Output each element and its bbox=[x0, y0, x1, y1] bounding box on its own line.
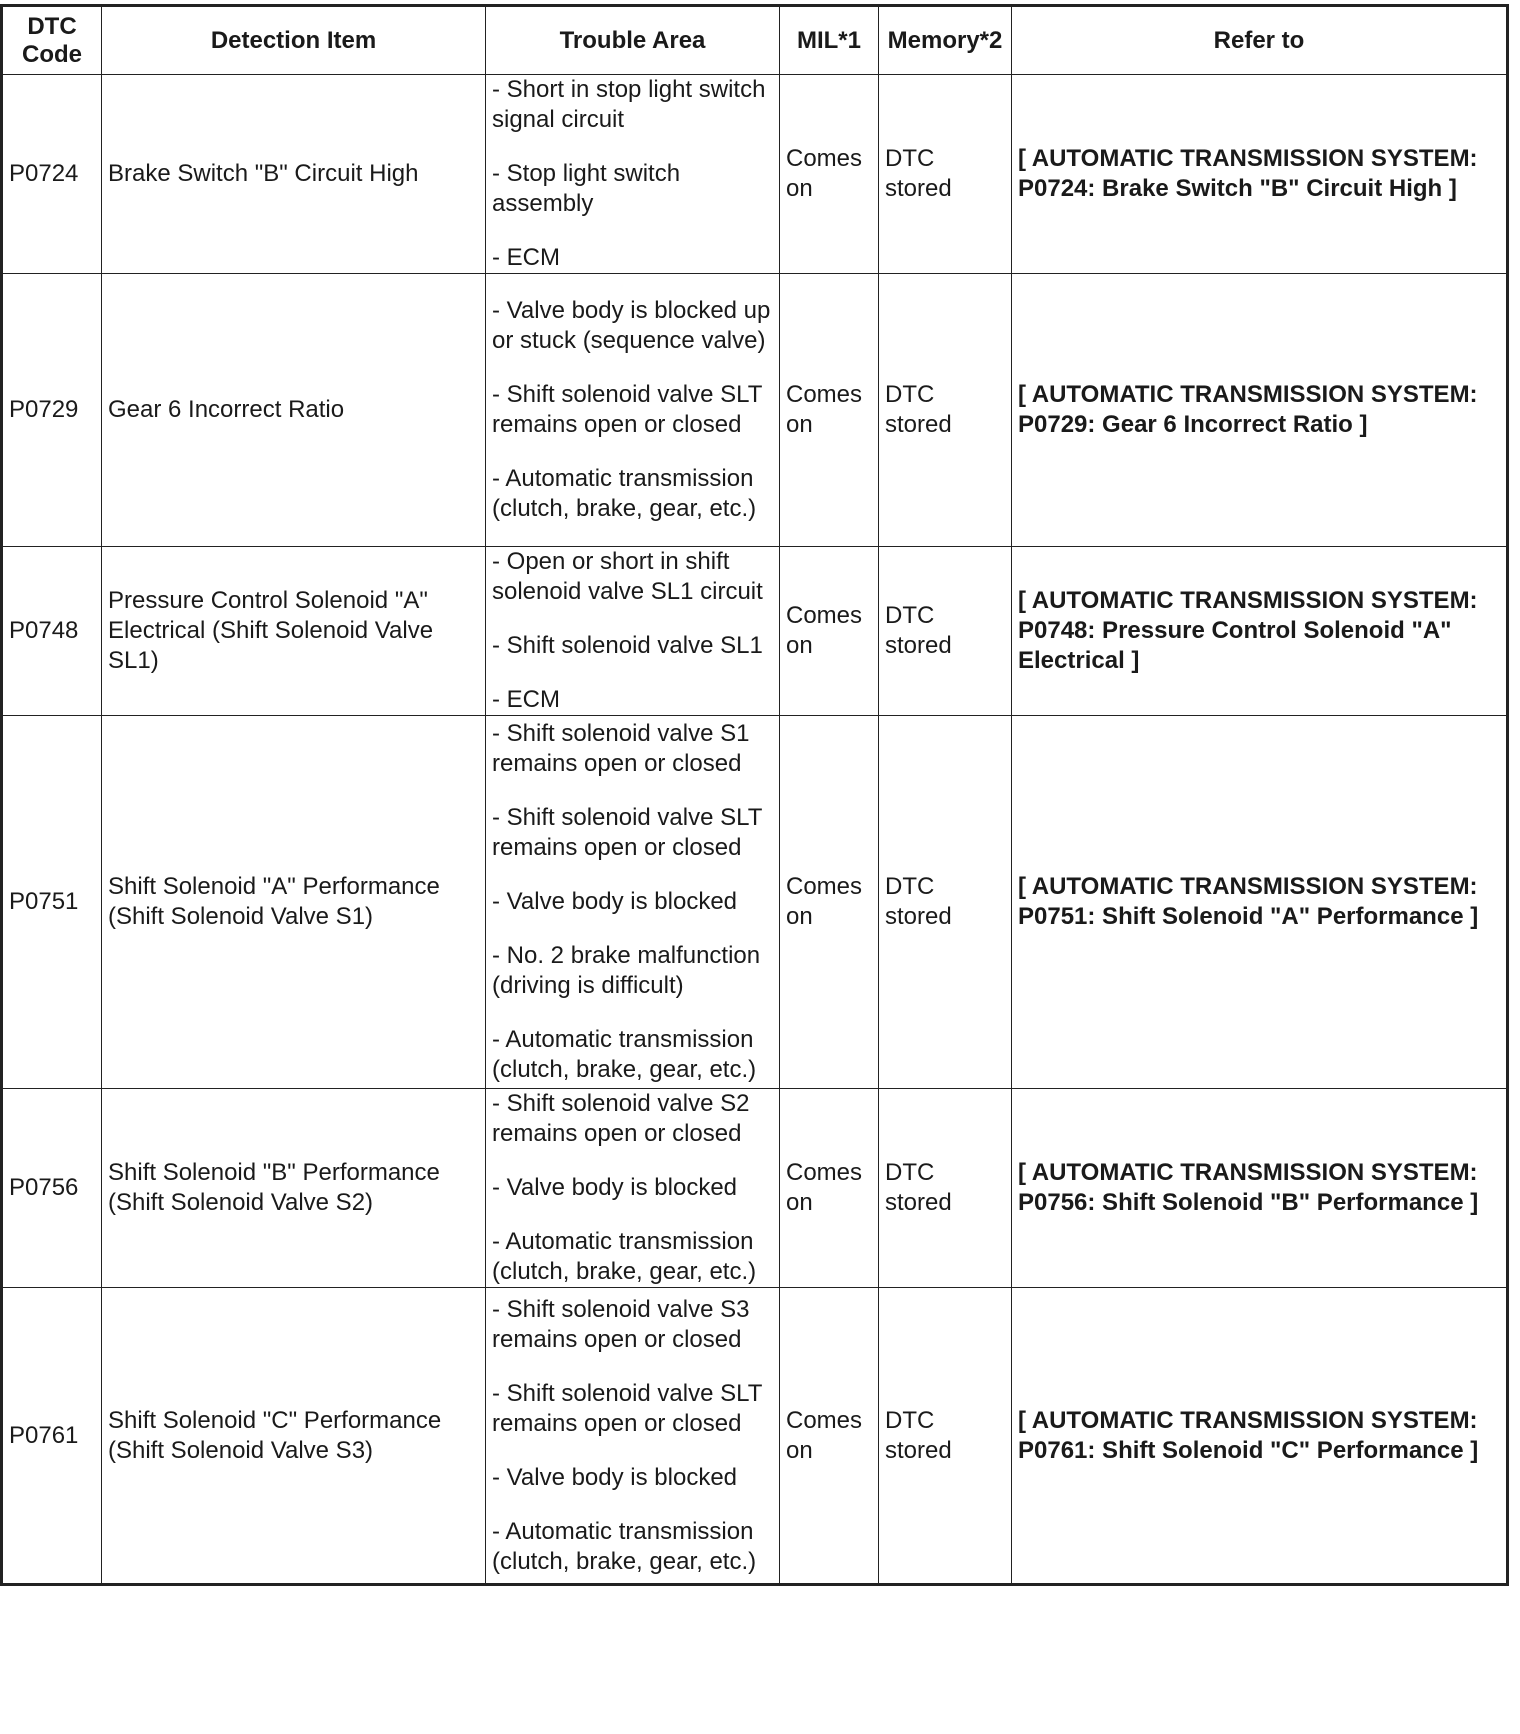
trouble-area-item: - Short in stop light switch signal circuit bbox=[492, 76, 766, 133]
memory-cell: DTC stored bbox=[879, 716, 1012, 1089]
trouble-area-item: - Shift solenoid valve SLT remains open or closed bbox=[492, 804, 762, 861]
table-row bbox=[2, 716, 1508, 1089]
header-row bbox=[2, 6, 1508, 75]
trouble-area-item: - No. 2 brake malfunction (driving is difficult) bbox=[492, 942, 761, 999]
trouble-area-item: - Stop light switch assembly bbox=[492, 160, 681, 217]
refer-to-cell: [ AUTOMATIC TRANSMISSION SYSTEM: P0729: Gear 6 Incorrect Ratio ] bbox=[1012, 274, 1508, 547]
trouble-area-item: - Shift solenoid valve S2 remains open or closed bbox=[492, 1090, 750, 1147]
dtc-code-cell: P0761 bbox=[2, 1288, 102, 1585]
detection-item-cell: Shift Solenoid "A" Performance (Shift Solenoid Valve S1) bbox=[102, 716, 486, 1089]
trouble-area-item: - Automatic transmission (clutch, brake, gear, etc.) bbox=[492, 1026, 757, 1083]
trouble-area-item: - Valve body is blocked bbox=[492, 888, 738, 915]
trouble-area-item: - ECM bbox=[492, 244, 560, 271]
trouble-area-cell bbox=[486, 547, 780, 716]
header-mil: MIL*1 bbox=[780, 6, 879, 75]
header-dtc-code-line2: Code bbox=[22, 40, 82, 68]
trouble-area-item: - Automatic transmission (clutch, brake, gear, etc.) bbox=[492, 1517, 757, 1575]
mil-cell: Comes on bbox=[780, 1288, 879, 1585]
memory-cell: DTC stored bbox=[879, 1089, 1012, 1288]
table-row bbox=[2, 274, 1508, 547]
trouble-area-item: - Open or short in shift solenoid valve SL1 circuit bbox=[492, 548, 763, 605]
mil-cell: Comes on bbox=[780, 1089, 879, 1288]
header-dtc-code-line1: DTC bbox=[27, 12, 77, 40]
table-row bbox=[2, 547, 1508, 716]
dtc-code-cell: P0748 bbox=[2, 547, 102, 716]
refer-to-cell: [ AUTOMATIC TRANSMISSION SYSTEM: P0751: Shift Solenoid "A" Performance ] bbox=[1012, 716, 1508, 1089]
memory-cell: DTC stored bbox=[879, 547, 1012, 716]
dtc-code-cell: P0756 bbox=[2, 1089, 102, 1288]
trouble-area-cell bbox=[486, 274, 780, 547]
trouble-area-item: - Shift solenoid valve S3 remains open or closed bbox=[492, 1295, 750, 1353]
table-row bbox=[2, 1089, 1508, 1288]
mil-cell: Comes on bbox=[780, 75, 879, 274]
header-memory: Memory*2 bbox=[879, 6, 1012, 75]
trouble-area-item: - Automatic transmission (clutch, brake, gear, etc.) bbox=[492, 1228, 757, 1285]
refer-to-cell: [ AUTOMATIC TRANSMISSION SYSTEM: P0724: Brake Switch "B" Circuit High ] bbox=[1012, 75, 1508, 274]
dtc-table bbox=[0, 4, 1509, 1586]
header-detection-item: Detection Item bbox=[102, 6, 486, 75]
refer-to-cell: [ AUTOMATIC TRANSMISSION SYSTEM: P0756: Shift Solenoid "B" Performance ] bbox=[1012, 1089, 1508, 1288]
table-body bbox=[2, 75, 1508, 1585]
header-dtc-code bbox=[2, 6, 102, 75]
dtc-code-cell: P0729 bbox=[2, 274, 102, 547]
detection-item-cell: Shift Solenoid "C" Performance (Shift Solenoid Valve S3) bbox=[102, 1288, 486, 1585]
refer-to-cell: [ AUTOMATIC TRANSMISSION SYSTEM: P0748: Pressure Control Solenoid "A" Electrical ] bbox=[1012, 547, 1508, 716]
detection-item-cell: Brake Switch "B" Circuit High bbox=[102, 75, 486, 274]
trouble-area-item: - Valve body is blocked bbox=[492, 1174, 738, 1201]
refer-to-cell: [ AUTOMATIC TRANSMISSION SYSTEM: P0761: Shift Solenoid "C" Performance ] bbox=[1012, 1288, 1508, 1585]
trouble-area-item: - Shift solenoid valve S1 remains open or closed bbox=[492, 720, 750, 777]
table-row bbox=[2, 1288, 1508, 1585]
table-row bbox=[2, 75, 1508, 274]
mil-cell: Comes on bbox=[780, 716, 879, 1089]
trouble-area-cell bbox=[486, 75, 780, 274]
detection-item-cell: Shift Solenoid "B" Performance (Shift Solenoid Valve S2) bbox=[102, 1089, 486, 1288]
trouble-area-item: - Valve body is blocked up or stuck (sequence valve) bbox=[492, 297, 771, 354]
trouble-area-cell bbox=[486, 1288, 780, 1585]
trouble-area-item: - Automatic transmission (clutch, brake, gear, etc.) bbox=[492, 465, 757, 522]
memory-cell: DTC stored bbox=[879, 274, 1012, 547]
trouble-area-item: - Shift solenoid valve SL1 bbox=[492, 632, 763, 659]
mil-cell: Comes on bbox=[780, 547, 879, 716]
trouble-area-item: - Shift solenoid valve SLT remains open or closed bbox=[492, 381, 762, 438]
header-refer-to: Refer to bbox=[1012, 6, 1508, 75]
header-trouble-area: Trouble Area bbox=[486, 6, 780, 75]
trouble-area-cell bbox=[486, 1089, 780, 1288]
memory-cell: DTC stored bbox=[879, 1288, 1012, 1585]
mil-cell: Comes on bbox=[780, 274, 879, 547]
memory-cell: DTC stored bbox=[879, 75, 1012, 274]
trouble-area-item: - Shift solenoid valve SLT remains open or closed bbox=[492, 1379, 762, 1437]
detection-item-cell: Gear 6 Incorrect Ratio bbox=[102, 274, 486, 547]
dtc-code-cell: P0724 bbox=[2, 75, 102, 274]
trouble-area-item: - ECM bbox=[492, 686, 560, 713]
trouble-area-item: - Valve body is blocked bbox=[492, 1463, 738, 1491]
dtc-code-cell: P0751 bbox=[2, 716, 102, 1089]
trouble-area-cell bbox=[486, 716, 780, 1089]
detection-item-cell: Pressure Control Solenoid "A" Electrical (Shift Solenoid Valve SL1) bbox=[102, 547, 486, 716]
